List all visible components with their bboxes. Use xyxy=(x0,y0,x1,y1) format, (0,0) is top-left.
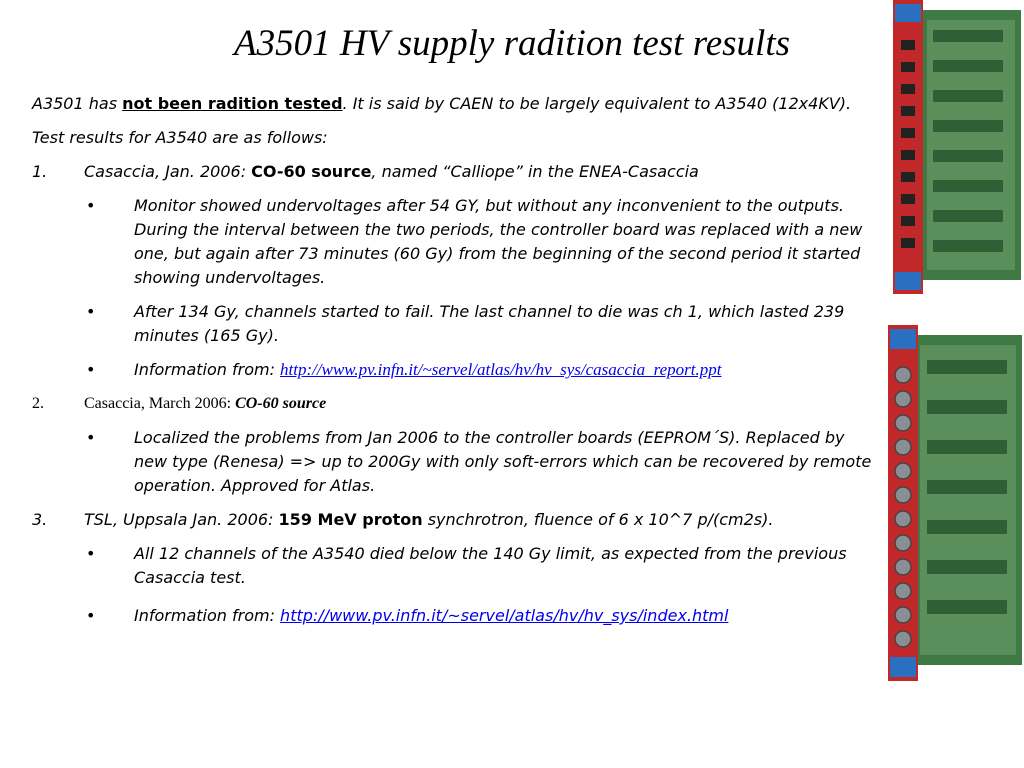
hv-sys-index-link[interactable]: http://www.pv.infn.it/~servel/atlas/hv/hv_sys/index.html xyxy=(280,606,729,625)
item-3-bullet-1 xyxy=(32,542,872,590)
info-label: Information from: xyxy=(134,606,281,625)
item-3 xyxy=(32,508,872,532)
results-intro xyxy=(32,126,872,150)
bullet-marker: • xyxy=(86,196,96,215)
item-3-post: synchrotron, fluence of 6 x 10^7 p/(cm2s). xyxy=(422,510,774,529)
item-3-pre: TSL, Uppsala Jan. 2006: xyxy=(84,510,279,529)
item-2-bullet-1 xyxy=(32,426,872,498)
bullet-marker: • xyxy=(86,428,96,447)
item-2-number: 2. xyxy=(32,395,44,412)
bullet-marker: • xyxy=(86,606,96,625)
bullet-text: After 134 Gy, channels started to fail. The last channel to die was ch 1, which lasted 239 minutes (165 Gy). xyxy=(134,302,845,345)
intro-emphasis: not been radition tested xyxy=(122,94,343,113)
item-1-bullet-1 xyxy=(32,194,872,290)
item-1-bullet-2 xyxy=(32,300,872,348)
info-label: Information from: xyxy=(134,360,281,379)
bullet-marker: • xyxy=(86,302,96,321)
item-2-bold: CO-60 source xyxy=(235,395,327,412)
intro-pre: A3501 has xyxy=(32,94,123,113)
bullet-marker: • xyxy=(86,360,96,379)
item-3-number: 3. xyxy=(32,510,48,529)
slide-body xyxy=(32,92,872,638)
item-2-pre: Casaccia, March 2006: xyxy=(84,395,236,412)
results-intro-text: Test results for A3540 are as follows: xyxy=(32,128,328,147)
item-1-bold: CO-60 source xyxy=(251,162,372,181)
hv-board-image-bottom xyxy=(882,325,1022,681)
bullet-text: Monitor showed undervoltages after 54 GY, but without any inconvenient to the outputs. During the interval between the two periods, the controller board was replaced with a new one, but again after 73 minutes (60 Gy) from the beginning of the second period it started showing undervoltages. xyxy=(134,196,863,287)
item-1 xyxy=(32,160,872,184)
item-3-bold: 159 MeV proton xyxy=(278,510,423,529)
bullet-text: All 12 channels of the A3540 died below the 140 Gy limit, as expected from the previous Casaccia test. xyxy=(134,544,847,587)
hv-board-image-top xyxy=(893,0,1021,294)
intro-post: . It is said by CAEN to be largely equivalent to A3540 (12x4KV). xyxy=(342,94,852,113)
item-1-pre: Casaccia, Jan. 2006: xyxy=(84,162,252,181)
bullet-text: Localized the problems from Jan 2006 to the controller boards (EEPROM´S). Replaced by new type (Renesa) => up to 200Gy with only soft-errors which can be recovered by remote operation. Approved for Atlas. xyxy=(134,428,872,495)
intro-paragraph xyxy=(32,92,872,116)
bullet-marker: • xyxy=(86,544,96,563)
casaccia-report-link[interactable]: http://www.pv.infn.it/~servel/atlas/hv/hv_sys/casaccia_report.ppt xyxy=(280,360,722,379)
slide-title: A3501 HV supply radition test results xyxy=(233,23,791,64)
item-1-post: , named “Calliope” in the ENEA-Casaccia xyxy=(371,162,699,181)
item-3-info xyxy=(32,604,872,628)
item-2 xyxy=(32,392,872,416)
item-1-number: 1. xyxy=(32,162,48,181)
item-1-info xyxy=(32,358,872,382)
